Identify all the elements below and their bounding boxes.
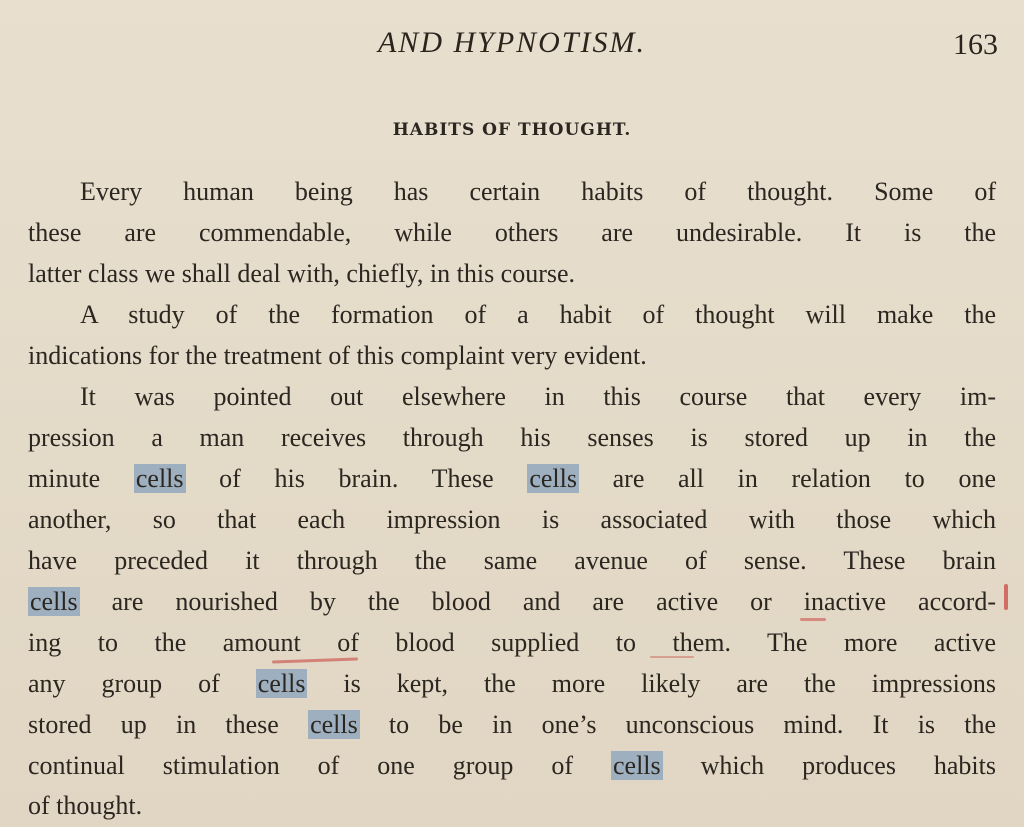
margin-annotation-mark: [1004, 584, 1008, 610]
highlighted-word-cells[interactable]: cells: [612, 751, 661, 780]
line-11-text-b: are nourished by the blood and are active or inactive accord-: [79, 587, 996, 616]
ink-underline-mark: [650, 656, 694, 658]
running-head: [0, 22, 1024, 72]
line-14-text-c: to be in one’s unconscious mind. It is the: [359, 710, 997, 739]
text-line-1: Every human being has certain habits of thought. Some of: [80, 177, 996, 206]
text-line-2: these are commendable, while others are undesirable. It is the: [28, 218, 996, 247]
text-line-14: [28, 705, 996, 745]
highlighted-word-cells[interactable]: cells: [135, 464, 184, 493]
text-line-6: It was pointed out elsewhere in this course that every im-: [80, 382, 996, 411]
text-line-16: of thought.: [28, 791, 143, 820]
section-heading: HABITS OF THOUGHT.: [392, 120, 632, 140]
line-8-text-c: of his brain. These: [185, 464, 528, 493]
text-line-3: latter class we shall deal with, chiefly, in this course.: [28, 259, 576, 288]
text-line-8: [28, 459, 996, 499]
line-15-text-c: which produces habits: [662, 751, 996, 780]
text-line-7: pression a man receives through his senses is stored up in the: [28, 423, 996, 452]
text-line-15: [28, 746, 996, 786]
text-line-10: have preceded it through the same avenue of sense. These brain: [28, 546, 996, 575]
line-8-text-e: are all in relation to one: [578, 464, 996, 493]
text-line-13: [28, 664, 996, 704]
running-title: AND HYPNOTISM.: [377, 26, 646, 59]
line-13-text-c: is kept, the more likely are the impressions: [307, 669, 996, 698]
text-line-5: indications for the treatment of this complaint very evident.: [28, 341, 647, 370]
text-line-4: A study of the formation of a habit of thought will make the: [80, 300, 996, 329]
text-line-11: [28, 582, 996, 622]
line-15-text-a: continual stimulation of one group of: [28, 751, 611, 780]
line-14-text-a: stored up in these: [28, 710, 309, 739]
ink-underline-mark: [800, 618, 826, 621]
line-8-text-a: minute: [28, 464, 134, 493]
line-13-text-a: any group of: [28, 669, 256, 698]
highlighted-word-cells[interactable]: cells: [310, 710, 358, 739]
highlighted-word-cells[interactable]: cells: [529, 464, 577, 493]
text-line-9: another, so that each impression is associated with those which: [28, 505, 996, 534]
text-line-12: ing to the amount of blood supplied to them. The more active: [28, 628, 996, 657]
highlighted-word-cells[interactable]: cells: [257, 669, 306, 698]
page-number: 163: [953, 28, 998, 61]
highlighted-word-cells[interactable]: cells: [30, 587, 78, 616]
